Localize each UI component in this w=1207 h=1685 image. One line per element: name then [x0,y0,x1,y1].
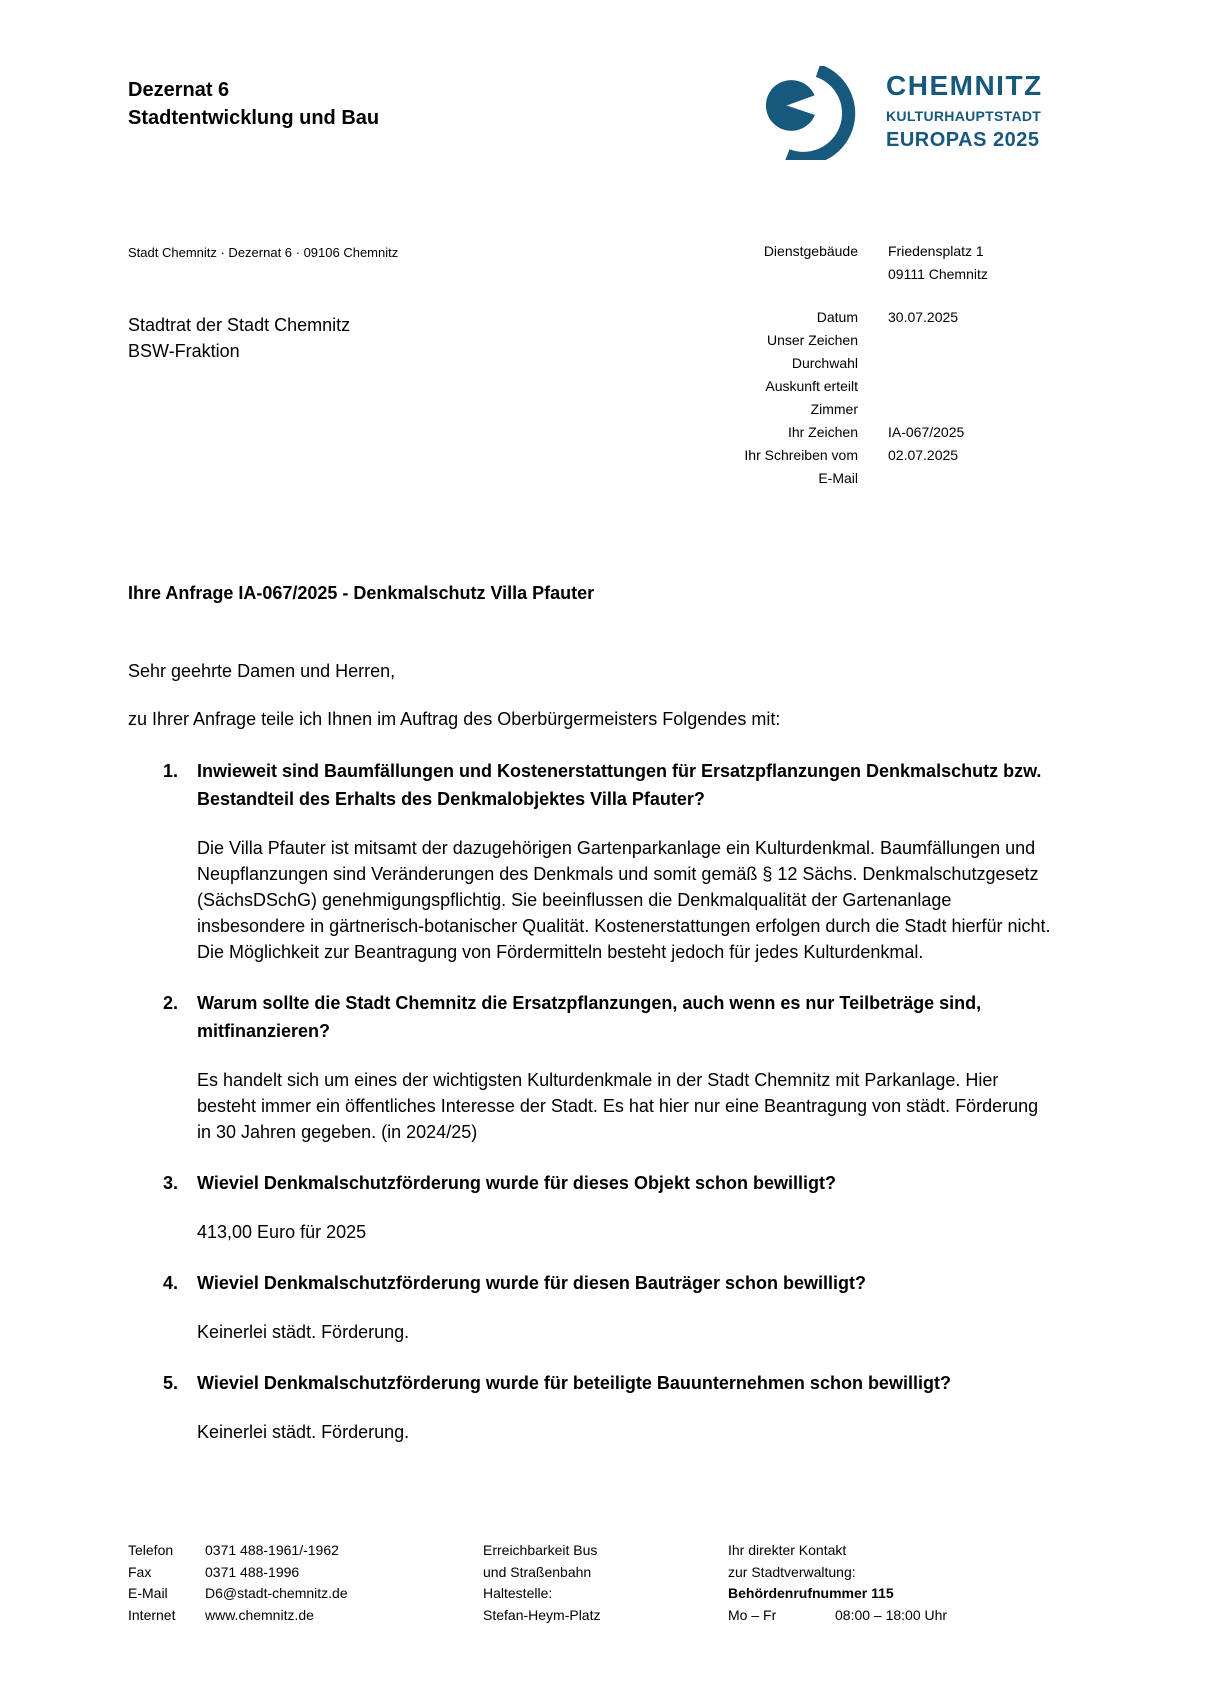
footer-transit-line: Erreichbarkeit Bus [483,1542,598,1558]
question-list [163,757,1057,1469]
footer-transit-line: Haltestelle: [483,1585,553,1601]
logo-text-block [886,66,1043,151]
question-item [163,1269,1057,1345]
question-content [197,1269,1057,1345]
footer-contact-value: 0371 488-1996 [205,1563,300,1580]
subject-line: Ihre Anfrage IA-067/2025 - Denkmalschutz Villa Pfauter [128,583,595,603]
info-row [690,329,1050,352]
footer-transit-column [483,1540,728,1626]
info-label: Dienstgebäude [763,243,858,259]
info-row [690,421,1050,444]
info-label: Zimmer [810,401,858,417]
question-item [163,989,1057,1145]
info-spacer [690,286,1050,306]
footer-hotline-number: Behördenrufnummer 115 [728,1585,894,1601]
footer-transit-line: und Straßenbahn [483,1563,592,1580]
logo-subtitle-1: KULTURHAUPTSTADT [886,108,1042,124]
footer-contact-value: 0371 488-1961/-1962 [205,1542,339,1558]
info-value: 30.07.2025 [888,309,959,325]
question-text: Inwieweit sind Baumfällungen und Kostenerstattungen für Ersatzpflanzungen Denkmalschutz bzw. Bestandteil des Erhalts des Denkmalobjektes Villa Pfauter? [197,761,1042,809]
question-number: 2. [163,993,179,1013]
info-row [690,306,1050,329]
footer-contact-label: Internet [128,1606,176,1623]
question-content [197,989,1057,1145]
answer-text: Keinerlei städt. Förderung. [197,1322,410,1342]
info-value: IA-067/2025 [888,424,965,440]
department-line2: Stadtentwicklung und Bau [128,107,380,129]
info-row [690,352,1050,375]
question-item [163,1169,1057,1245]
question-content [197,1369,1057,1445]
info-value: 09111 Chemnitz [888,266,988,282]
info-value [858,467,888,490]
question-number: 5. [163,1373,179,1393]
salutation: Sehr geehrte Damen und Herren, [128,661,396,681]
footer-contact-label: Fax [128,1563,152,1580]
footer-contact-value: D6@stadt-chemnitz.de [205,1585,348,1601]
info-label: E-Mail [818,470,858,486]
sender-line: Stadt Chemnitz · Dezernat 6 · 09106 Chemnitz [128,245,399,260]
answer-text: 413,00 Euro für 2025 [197,1222,367,1242]
footer-contact-value: www.chemnitz.de [205,1606,314,1623]
intro-paragraph: zu Ihrer Anfrage teile ich Ihnen im Auftrag des Oberbürgermeisters Folgendes mit: [128,709,781,729]
footer-contact-row [128,1540,483,1562]
footer-hotline-hours [728,1605,947,1627]
question-item [163,757,1057,965]
footer-contact-column [128,1540,483,1626]
info-label: Datum [816,309,858,325]
info-row [690,263,1050,286]
info-value: 02.07.2025 [888,447,959,463]
info-value [858,329,888,352]
footer-contact-row [128,1583,483,1605]
footer-hotline-time: 08:00 – 18:00 Uhr [835,1606,948,1623]
question-text: Wieviel Denkmalschutzförderung wurde für dieses Objekt schon bewilligt? [197,1173,836,1193]
info-value [858,352,888,375]
question-text: Wieviel Denkmalschutzförderung wurde für diesen Bauträger schon bewilligt? [197,1273,866,1293]
info-label: Auskunft erteilt [765,378,858,394]
info-label: Durchwahl [791,355,858,371]
info-value: Friedensplatz 1 [888,243,984,259]
question-content [197,1169,1057,1245]
info-value [858,398,888,421]
answer-text: Es handelt sich um eines der wichtigsten Kulturdenkmale in der Stadt Chemnitz mit Parkanlage. Hier besteht immer ein öffentliches Interesse der Stadt. Es hat hier nur eine Beantragung von städt. Förderung in 30 Jahren gegeben. (in 2024/25) [197,1070,1039,1142]
question-item [163,1369,1057,1445]
question-number: 4. [163,1273,179,1293]
footer-hotline-column [728,1540,947,1626]
recipient-line1: Stadtrat der Stadt Chemnitz [128,315,351,335]
logo-subtitle-2: EUROPAS 2025 [886,129,1040,151]
question-number: 3. [163,1173,179,1193]
info-label: Ihr Zeichen [787,424,858,440]
info-row [690,398,1050,421]
footer-contact-row [128,1562,483,1584]
footer-contact-label: E-Mail [128,1585,168,1601]
chemnitz-2025-logo-mark-icon [765,66,859,160]
answer-text: Die Villa Pfauter ist mitsamt der dazugehörigen Gartenparkanlage ein Kulturdenkmal. Baumfällungen und Neupflanzungen sind Veränderungen des Denkmals und somit gemäß § 12 Sächs. Denkmalschutzgesetz (SächsDSchG) genehmigungspflichtig. Sie beeinflussen die Denkmalqualität der Gartenanlage insbesondere in gärtnerisch-botanischer Qualität. Kostenerstattungen erfolgen durch die Stadt hierfür nicht. Die Möglichkeit zur Beantragung von Fördermitteln besteht jedoch für jedes Kulturdenkmal. [197,838,1051,962]
footer-contact-row [128,1605,483,1627]
recipient-address [128,312,350,364]
letter-footer [128,1540,1108,1626]
info-row [690,375,1050,398]
footer-hotline-line: zur Stadtverwaltung: [728,1563,856,1580]
chemnitz-logo [765,66,1043,160]
info-value [858,375,888,398]
info-label: Ihr Schreiben vom [744,447,858,463]
reference-info-block [690,240,1050,490]
recipient-line2: BSW-Fraktion [128,341,240,361]
footer-contact-label: Telefon [128,1542,174,1558]
question-text: Wieviel Denkmalschutzförderung wurde für beteiligte Bauunternehmen schon bewilligt? [197,1373,951,1393]
question-text: Warum sollte die Stadt Chemnitz die Ersatzpflanzungen, auch wenn es nur Teilbeträge sind, mitfinanzieren? [197,993,982,1041]
department-line1: Dezernat 6 [128,79,230,101]
question-content [197,757,1057,965]
footer-hotline-line: Ihr direkter Kontakt [728,1542,847,1558]
footer-hotline-days: Mo – Fr [728,1606,777,1623]
info-label: Unser Zeichen [766,332,858,348]
department-header [128,76,379,132]
info-row [690,467,1050,490]
info-label [690,263,858,286]
footer-transit-line: Stefan-Heym-Platz [483,1606,601,1623]
answer-text: Keinerlei städt. Förderung. [197,1422,410,1442]
question-number: 1. [163,761,179,781]
info-row [690,444,1050,467]
info-row [690,240,1050,263]
logo-title: CHEMNITZ [886,70,1043,101]
